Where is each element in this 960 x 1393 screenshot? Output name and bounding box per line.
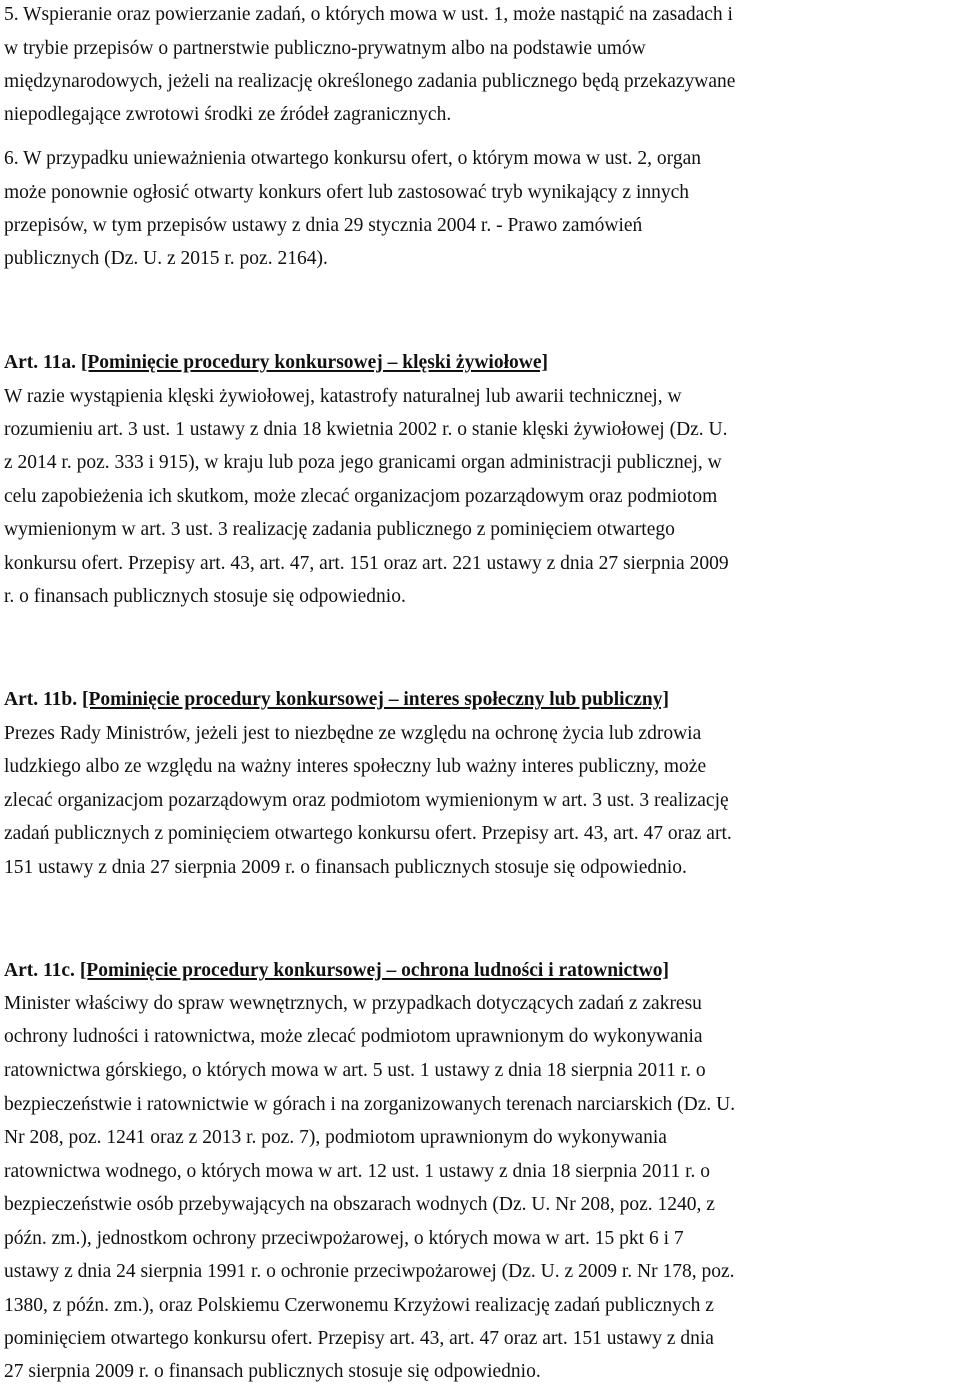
article-number: Art. 11c. xyxy=(4,960,75,981)
text-line: późn. zm.), jednostkom ochrony przeciwpożarowej, o których mowa w art. 15 pkt 6 i 7 xyxy=(4,1228,684,1249)
text-line: może ponownie ogłosić otwarty konkurs ofert lub zastosować tryb wynikający z innych xyxy=(4,182,690,203)
text-line: Minister właściwy do spraw wewnętrznych, w przypadkach dotyczących zadań z zakresu xyxy=(4,993,702,1014)
article-number: Art. 11b. xyxy=(4,689,78,710)
text-line: wymienionym w art. 3 ust. 3 realizację zadania publicznego z pominięciem otwartego xyxy=(4,519,675,540)
text-line: 151 ustawy z dnia 27 sierpnia 2009 r. o finansach publicznych stosuje się odpowiednio. xyxy=(4,857,687,878)
article-number: Art. 11a. xyxy=(4,352,77,373)
article-title: [Pominięcie procedury konkursowej – klęski żywiołowe] xyxy=(80,352,548,373)
text-line: zadań publicznych z pominięciem otwartego konkursu ofert. Przepisy art. 43, art. 47 oraz art. xyxy=(4,823,732,844)
text-line: konkursu ofert. Przepisy art. 43, art. 47, art. 151 oraz art. 221 ustawy z dnia 27 sierpnia 2009 xyxy=(4,553,729,574)
text-line: ratownictwa górskiego, o których mowa w art. 5 ust. 1 ustawy z dnia 18 sierpnia 2011 r. o xyxy=(4,1060,706,1081)
text-line: Prezes Rady Ministrów, jeżeli jest to niezbędne ze względu na ochronę życia lub zdrowia xyxy=(4,723,702,744)
text-line: 5. Wspieranie oraz powierzanie zadań, o których mowa w ust. 1, może nastąpić na zasadach i xyxy=(4,4,733,25)
text-line: r. o finansach publicznych stosuje się odpowiednio. xyxy=(4,586,406,607)
text-line: przepisów, w tym przepisów ustawy z dnia 29 stycznia 2004 r. - Prawo zamówień xyxy=(4,215,643,236)
text-line: 27 sierpnia 2009 r. o finansach publicznych stosuje się odpowiednio. xyxy=(4,1361,541,1382)
text-line: niepodlegające zwrotowi środki ze źródeł zagranicznych. xyxy=(4,104,452,125)
text-line: z 2014 r. poz. 333 i 915), w kraju lub poza jego granicami organ administracji publicznej, w xyxy=(4,452,722,473)
text-line: bezpieczeństwie osób przebywających na obszarach wodnych (Dz. U. Nr 208, poz. 1240, z xyxy=(4,1194,715,1215)
article-title: [Pominięcie procedury konkursowej – interes społeczny lub publiczny] xyxy=(82,689,669,710)
text-line: międzynarodowych, jeżeli na realizację określonego zadania publicznego będą przekazywane xyxy=(4,71,736,92)
text-line: rozumieniu art. 3 ust. 1 ustawy z dnia 18 kwietnia 2002 r. o stanie klęski żywiołowej (Dz. U. xyxy=(4,419,728,440)
article-title: [Pominięcie procedury konkursowej – ochrona ludności i ratownictwo] xyxy=(79,960,669,981)
text-line: 6. W przypadku unieważnienia otwartego konkursu ofert, o którym mowa w ust. 2, organ xyxy=(4,148,701,169)
text-line: w trybie przepisów o partnerstwie publiczno-prywatnym albo na podstawie umów xyxy=(4,38,646,59)
text-line: ratownictwa wodnego, o których mowa w art. 12 ust. 1 ustawy z dnia 18 sierpnia 2011 r. o xyxy=(4,1161,711,1182)
article-heading xyxy=(4,350,548,376)
text-line: W razie wystąpienia klęski żywiołowej, katastrofy naturalnej lub awarii technicznej, w xyxy=(4,386,682,407)
text-line: ochrony ludności i ratownictwa, może zlecać podmiotom uprawnionym do wykonywania xyxy=(4,1026,703,1047)
text-line: zlecać organizacjom pozarządowym oraz podmiotom wymienionym w art. 3 ust. 3 realizację xyxy=(4,790,729,811)
text-line: bezpieczeństwie i ratownictwie w górach i na zorganizowanych terenach narciarskich (Dz. U. xyxy=(4,1094,736,1115)
text-line: publicznych (Dz. U. z 2015 r. poz. 2164). xyxy=(4,248,328,269)
text-line: 1380, z późn. zm.), oraz Polskiemu Czerwonemu Krzyżowi realizację zadań publicznych z xyxy=(4,1295,714,1316)
article-heading xyxy=(4,958,669,984)
text-line: ustawy z dnia 24 sierpnia 1991 r. o ochronie przeciwpożarowej (Dz. U. z 2009 r. Nr 178, poz. xyxy=(4,1261,735,1282)
text-line: ludzkiego albo ze względu na ważny interes społeczny lub ważny interes publiczny, może xyxy=(4,756,707,777)
text-line: pominięciem otwartego konkursu ofert. Przepisy art. 43, art. 47 oraz art. 151 ustawy z dnia xyxy=(4,1328,714,1349)
document-page xyxy=(4,0,960,1393)
text-line: celu zapobieżenia ich skutkom, może zlecać organizacjom pozarządowym oraz podmiotom xyxy=(4,486,718,507)
article-heading xyxy=(4,687,669,713)
text-line: Nr 208, poz. 1241 oraz z 2013 r. poz. 7), podmiotom uprawnionym do wykonywania xyxy=(4,1127,667,1148)
